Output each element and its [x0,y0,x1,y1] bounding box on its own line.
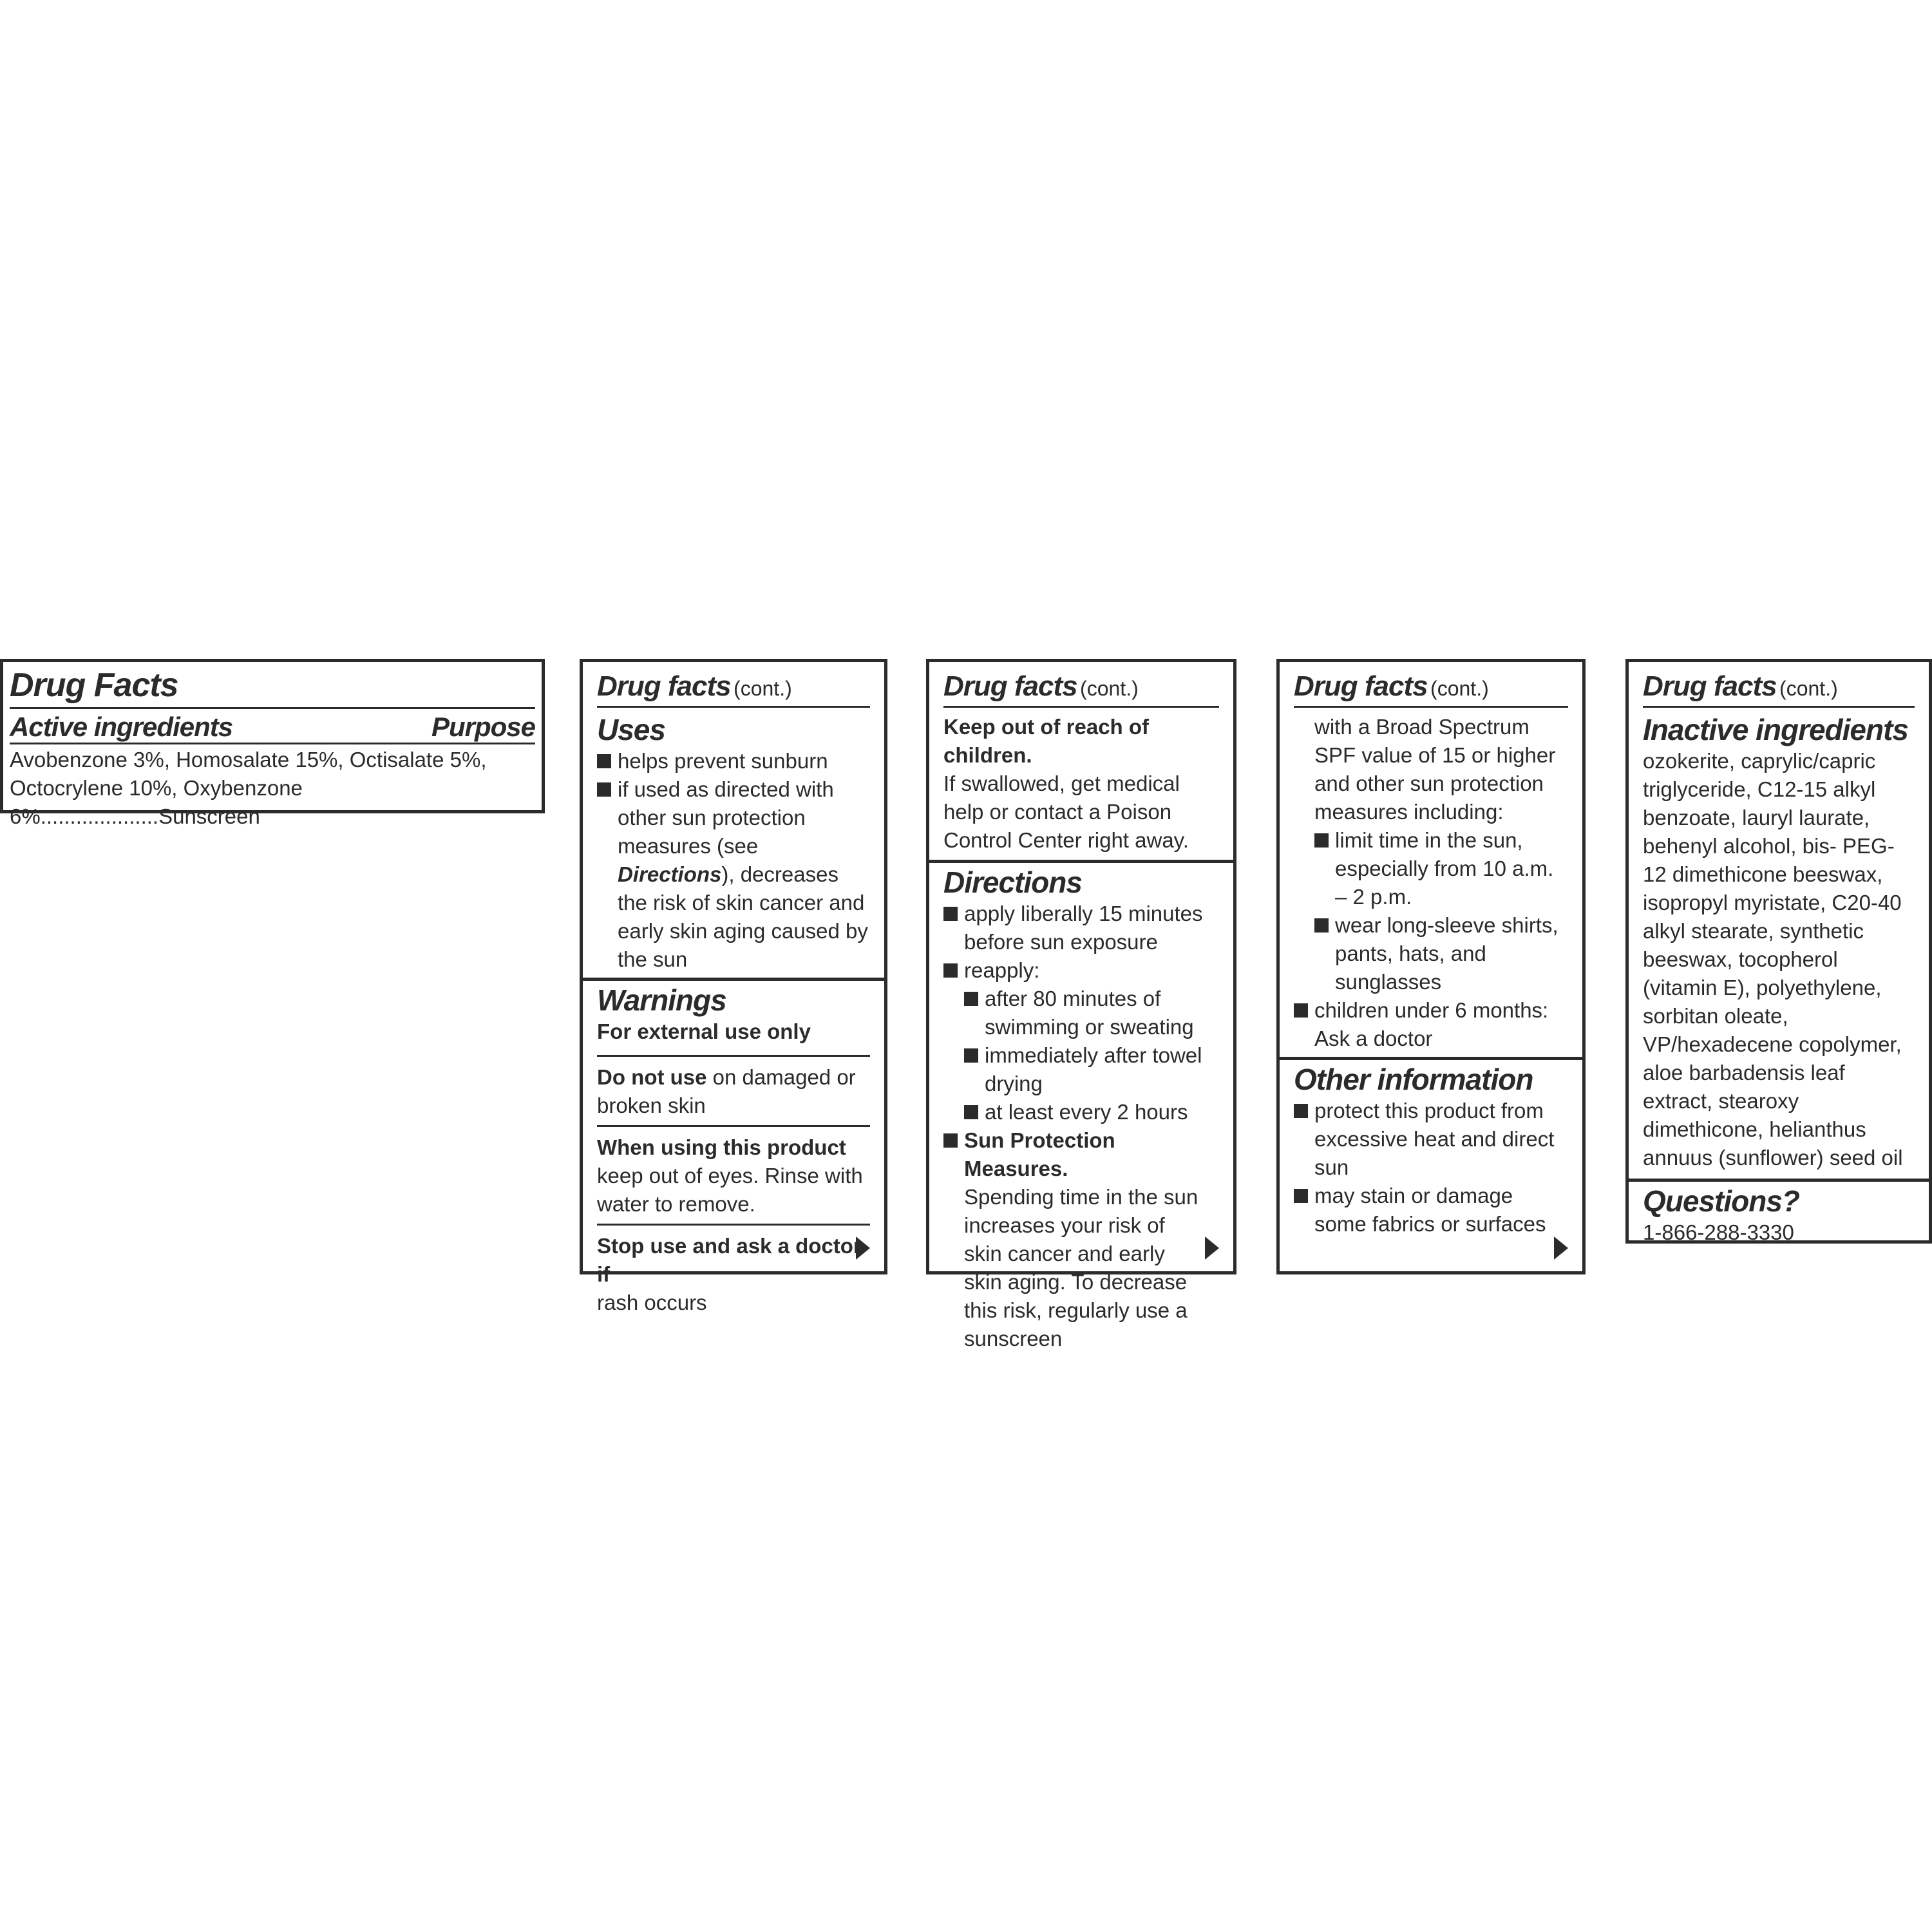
panel-header [1294,662,1568,708]
directions-heading: Directions [943,866,1082,900]
panel-title: Drug facts [1294,670,1428,702]
drug-facts-panel-5 [1625,659,1932,1244]
when-using-text [597,1125,870,1218]
uses-section [583,662,884,978]
list-item: limit time in the sun, especially from 10 a.m. – 2 p.m. [1314,826,1568,911]
cont-label: (cont.) [1779,677,1838,700]
continue-arrow-icon [1205,1236,1219,1260]
uses-heading: Uses [597,713,665,747]
drug-facts-panel-1 [0,659,545,828]
list-item [943,1126,1219,1353]
list-item: immediately after towel drying [964,1041,1219,1098]
cont-label: (cont.) [1430,677,1489,700]
text: on damaged or broken skin [597,1065,856,1118]
panel-header [1643,662,1915,708]
list-item [597,775,870,974]
inactive-ingredients-text: ozokerite, caprylic/capric triglyceride, C12-15 alkyl benzoate, lauryl laurate, behenyl alcohol, bis- PEG-12 dimethicone beeswax, isopropyl myristate, C20-40 alkyl stearate, synthetic beeswax, tocopherol (vitamin E), polyethylene, sorbitan oleate, VP/hexadecene copolymer, aloe barbadensis leaf extract, stearoxy dimethicone, helianthus annuus (sunflower) seed oil [1643,749,1903,1170]
text: rash occurs [597,1291,707,1315]
active-ingredients-heading: Active ingredients [10,712,233,742]
active-ingredients-line-1: Avobenzone 3%, Homosalate 15%, Octisalate 5%, [10,748,487,772]
text: If swallowed, get medical help or contact a Poison Control Center right away. [943,772,1189,853]
stop-use-text [597,1224,870,1317]
ingredient-list: Octocrylene 10%, Oxybenzone 6% [10,776,303,828]
continue-arrow-icon [856,1236,870,1260]
drug-facts-panel-2 [580,659,887,1315]
when-using-label: When using this product [597,1135,846,1160]
text: Spending time in the sun increases your risk of skin cancer and early skin aging. To decrease this risk, regularly use a sunscreen [964,1185,1198,1351]
other-information-heading: Other information [1294,1063,1533,1097]
keep-out-text [943,713,1219,860]
leader-dots: .................... [40,804,159,828]
other-information-section [1280,1057,1582,1238]
cont-label: (cont.) [1080,677,1139,700]
drug-facts-panel-3 [926,659,1236,1351]
spf-intro-text: with a Broad Spectrum SPF value of 15 or higher and other sun protection measures including: [1314,715,1556,824]
do-not-use-text [597,1055,870,1120]
text: keep out of eyes. Rinse with water to remove. [597,1164,863,1217]
continue-arrow-icon [1554,1236,1568,1260]
purpose-heading: Purpose [431,712,535,742]
keep-out-label: Keep out of reach of children. [943,715,1150,768]
list-item: protect this product from excessive heat and direct sun [1294,1097,1568,1182]
directions-ref: Directions [618,862,722,887]
list-item: helps prevent sunburn [597,747,870,775]
directions-section [929,860,1233,1353]
panel-title: Drug facts [1643,670,1777,702]
list-item: after 80 minutes of swimming or sweating [964,985,1219,1041]
phone-number: 1-866-288-3330 [1643,1220,1794,1245]
warnings-section [583,978,884,1317]
sun-protection-label: Sun Protection Measures. [964,1128,1115,1181]
list-item: at least every 2 hours [964,1098,1219,1126]
inactive-ingredients-section [1629,662,1929,1179]
panel-title: Drug facts [597,670,731,702]
drug-facts-panel-4 [1276,659,1586,1274]
keep-out-section [929,662,1233,860]
list-item: apply liberally 15 minutes before sun exposure [943,900,1219,956]
text: if used as directed with other sun protection measures (see [618,777,834,858]
list-item [943,956,1219,1126]
purpose-value: Sunscreen [158,804,260,828]
list-item: may stain or damage some fabrics or surfaces [1294,1182,1568,1238]
questions-heading: Questions? [1643,1184,1800,1218]
text: reapply: [964,958,1040,983]
do-not-use-label: Do not use [597,1065,707,1090]
panel-header [943,662,1219,708]
panel-title: Drug Facts [10,662,535,709]
cont-label: (cont.) [734,677,792,700]
text: ), decreases the risk of skin cancer and early skin aging caused by the sun [618,862,868,972]
external-use-label: For external use only [597,1019,811,1044]
warnings-heading: Warnings [597,983,726,1018]
continued-directions-section [1280,662,1582,1057]
panel-title: Drug facts [943,670,1077,702]
active-ingredients-line-2 [10,774,535,831]
list-item: children under 6 months: Ask a doctor [1294,996,1568,1057]
questions-section [1629,1179,1929,1247]
active-ingredients-row [10,709,535,744]
inactive-ingredients-heading: Inactive ingredients [1643,713,1909,747]
panel-header [597,662,870,708]
stop-use-label: Stop use and ask a doctor if [597,1234,862,1287]
list-item: wear long-sleeve shirts, pants, hats, and sunglasses [1314,911,1568,996]
